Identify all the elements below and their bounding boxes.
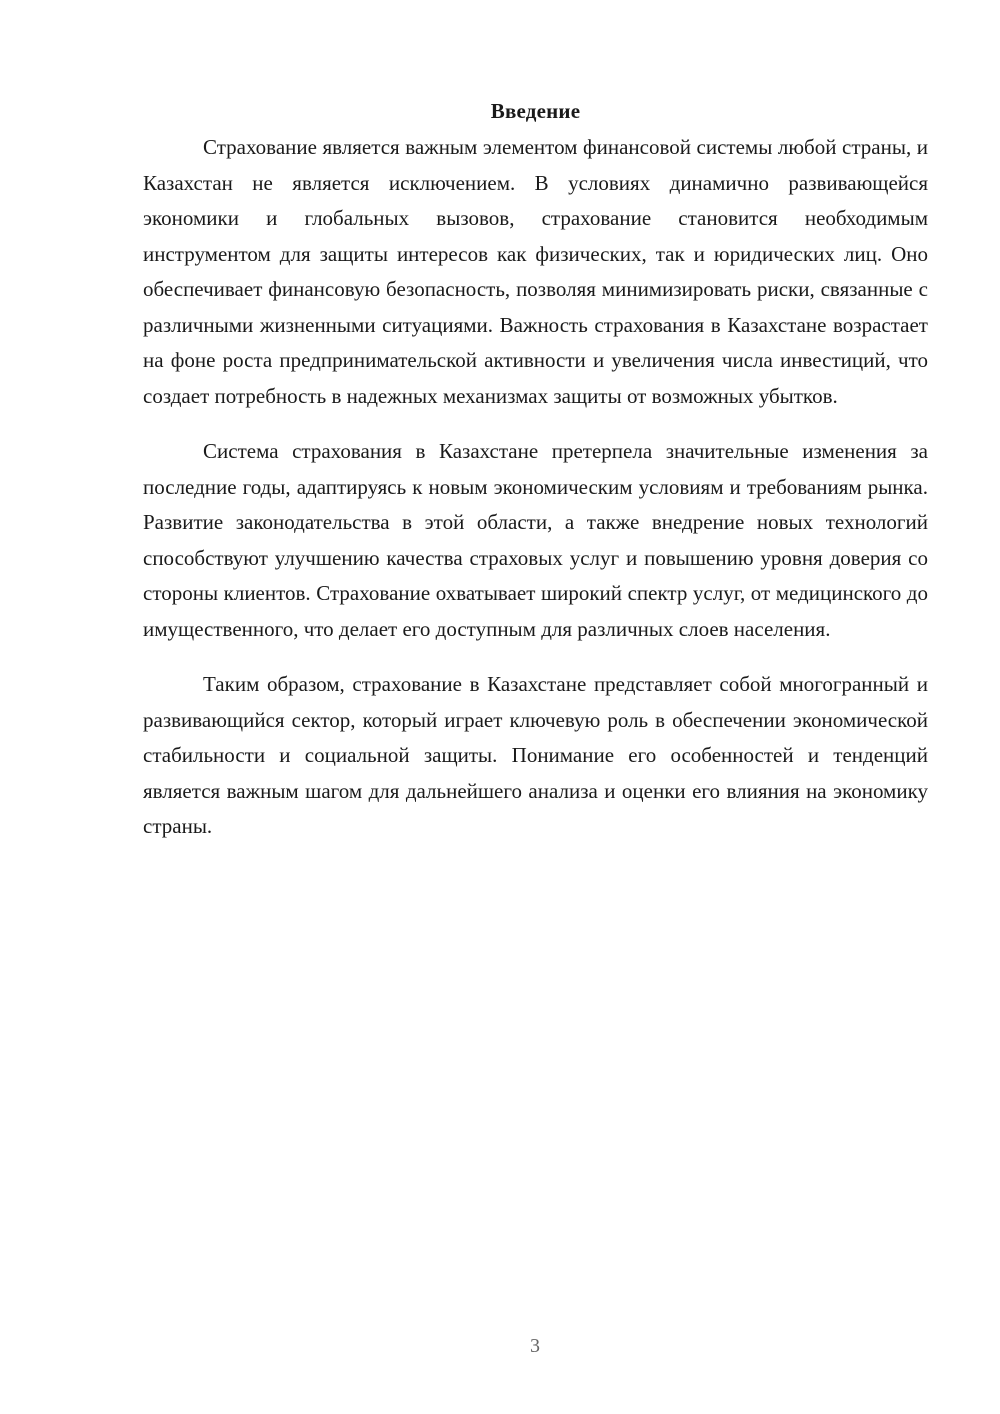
paragraph-1: Страхование является важным элементом финансовой системы любой страны, и Казахстан не является исключением. В условиях динамично развивающейся экономики и глобальных вызовов, страхование становится необходимым инструментом для защиты интересов как физических, так и юридических лиц. Оно обеспечивает финансовую безопасность, позволяя минимизировать риски, связанные с различными жизненными ситуациями. Важность страхования в Казахстане возрастает на фоне роста предпринимательской активности и увеличения числа инвестиций, что создает потребность в надежных механизмах защиты от возможных убытков. (143, 135, 928, 408)
paragraph-2: Система страхования в Казахстане претерпела значительные изменения за последние годы, адаптируясь к новым экономическим условиям и требованиям рынка. Развитие законодательства в этой области, а также внедрение новых технологий способствуют улучшению качества страховых услуг и повышению уровня доверия со стороны клиентов. Страхование охватывает широкий спектр услуг, от медицинского до имущественного, что делает его доступным для различных слоев населения. (143, 439, 928, 641)
page-content (143, 95, 928, 865)
paragraph-3: Таким образом, страхование в Казахстане представляет собой многогранный и развивающийся сектор, который играет ключевую роль в обеспечении экономической стабильности и социальной защиты. Понимание его особенностей и тенденций является важным шагом для дальнейшего анализа и оценки его влияния на экономику страны. (143, 672, 928, 838)
section-title: Введение (490, 99, 581, 123)
page-number: 3 (530, 1335, 540, 1357)
